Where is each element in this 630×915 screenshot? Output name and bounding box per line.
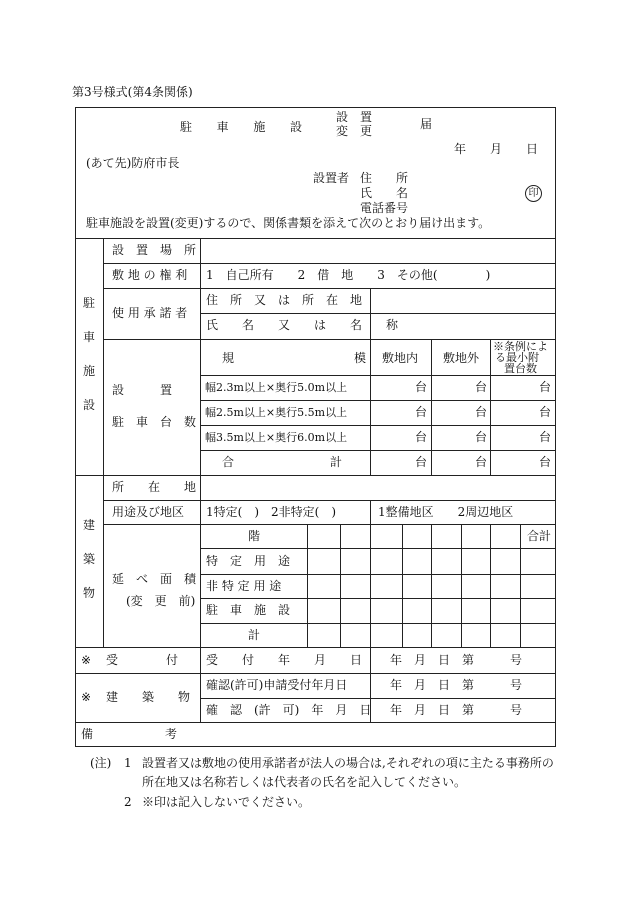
consenter-name-label: 氏 名 又 は 名 称 (206, 318, 399, 332)
receipt-date: 受 付 年 月 日 (206, 653, 363, 667)
receipt-mark: ※ (81, 653, 92, 667)
title-setchi: 設 置 (336, 110, 373, 124)
building-location-label: 所 在 地 (112, 480, 197, 494)
title-henkou: 変 更 (336, 124, 373, 138)
remarks-label: 備 考 (81, 727, 178, 741)
form-title: 駐 車 施 設 (180, 120, 302, 134)
unit-minimum: 台 (539, 405, 552, 419)
form-number: 第3号様式(第4条関係) (72, 85, 193, 99)
date-month: 月 (490, 142, 503, 156)
total-header: 合計 (527, 529, 552, 543)
scale-row-label: 幅2.5m以上×奥行5.5m以上 (205, 406, 348, 419)
district-options: 1整備地区 2周辺地区 (378, 505, 514, 519)
confirm-application-date: 確認(許可)申請受付年月日 (206, 678, 348, 692)
floor-area-label: 延 べ 面 積 (112, 572, 197, 586)
area-row-parking: 駐 車 施 設 (206, 603, 291, 617)
confirm-number: 年 月 日 第 号 (390, 703, 523, 717)
site-rights-label: 敷 地 の 権 利 (112, 268, 188, 282)
scale-row-label: 幅3.5m以上×奥行6.0m以上 (205, 431, 348, 444)
parking-count-label-2: 駐 車 台 数 (112, 415, 197, 429)
notes-prefix: (注) (90, 756, 112, 770)
unit-outside: 台 (475, 380, 488, 394)
applicant-phone-label: 電話番号 (360, 201, 409, 215)
unit-inside: 台 (415, 455, 428, 469)
seal-mark: 印 (525, 185, 542, 202)
date-day: 日 (526, 142, 539, 156)
note-2-text: ※印は記入しないでください。 (142, 795, 311, 809)
floor-area-before-change: (変 更 前) (126, 594, 196, 608)
col-minimum-header: ※条例によ る最小附 置台数 (493, 340, 548, 375)
note-2-number: 2 (124, 795, 132, 809)
use-options: 1特定( ) 2非特定( ) (206, 505, 336, 519)
unit-minimum: 台 (539, 380, 552, 394)
note-1-line-2: 所在地又は名称若しくは代表者の氏名を記入してください。 (142, 775, 467, 789)
floor-header: 階 (248, 529, 261, 543)
parking-group-label: 駐 車 施 設 (83, 296, 96, 412)
date-year: 年 (454, 142, 467, 156)
unit-outside: 台 (475, 455, 488, 469)
unit-minimum: 台 (539, 430, 552, 444)
area-row-nonspecific: 非 特 定 用 途 (206, 579, 282, 593)
area-row-specific: 特 定 用 途 (206, 554, 291, 568)
unit-inside: 台 (415, 380, 428, 394)
confirm-date: 確 認 (許 可) 年 月 日 (206, 703, 372, 717)
area-row-total: 計 (248, 628, 261, 642)
scale-row-label: 幅2.3m以上×奥行5.0m以上 (205, 381, 348, 394)
location-label: 設 置 場 所 (112, 243, 197, 257)
applicant-name-label: 氏 名 (360, 186, 409, 200)
consenter-label: 使 用 承 諾 者 (112, 306, 188, 320)
applicant-address-label: 住 所 (360, 171, 409, 185)
receipt-number: 年 月 日 第 号 (390, 653, 523, 667)
parking-count-label-1: 設 置 (112, 383, 173, 397)
unit-inside: 台 (415, 405, 428, 419)
addressee: (あて先)防府市長 (86, 156, 180, 170)
site-rights-options: 1 自己所有 2 借 地 3 その他( ) (206, 268, 491, 282)
consenter-address-label: 住 所 又 は 所 在 地 (206, 293, 363, 307)
applicant-label: 設置者 (313, 171, 350, 185)
use-district-label: 用途及び地区 (112, 505, 185, 519)
declaration-statement: 駐車施設を設置(変更)するので、関係書類を添えて次のとおり届け出ます。 (86, 216, 491, 230)
scale-total-label: 合 計 (222, 455, 343, 469)
scale-header: 規 模 (222, 351, 367, 365)
col-outside-header: 敷地外 (443, 351, 480, 365)
building-confirm-label: 建 築 物 (106, 690, 191, 704)
unit-minimum: 台 (539, 455, 552, 469)
col-inside-header: 敷地内 (382, 351, 419, 365)
note-1-line-1: 設置者又は敷地の使用承諾者が法人の場合は,それぞれの項に主たる事務所の (142, 756, 554, 770)
note-1-number: 1 (124, 756, 132, 770)
building-group-label: 建 築 物 (83, 518, 96, 600)
receipt-label: 受 付 (106, 653, 179, 667)
unit-inside: 台 (415, 430, 428, 444)
unit-outside: 台 (475, 430, 488, 444)
title-todoke: 届 (420, 117, 433, 131)
unit-outside: 台 (475, 405, 488, 419)
building-mark: ※ (81, 690, 92, 704)
confirm-application-number: 年 月 日 第 号 (390, 678, 523, 692)
